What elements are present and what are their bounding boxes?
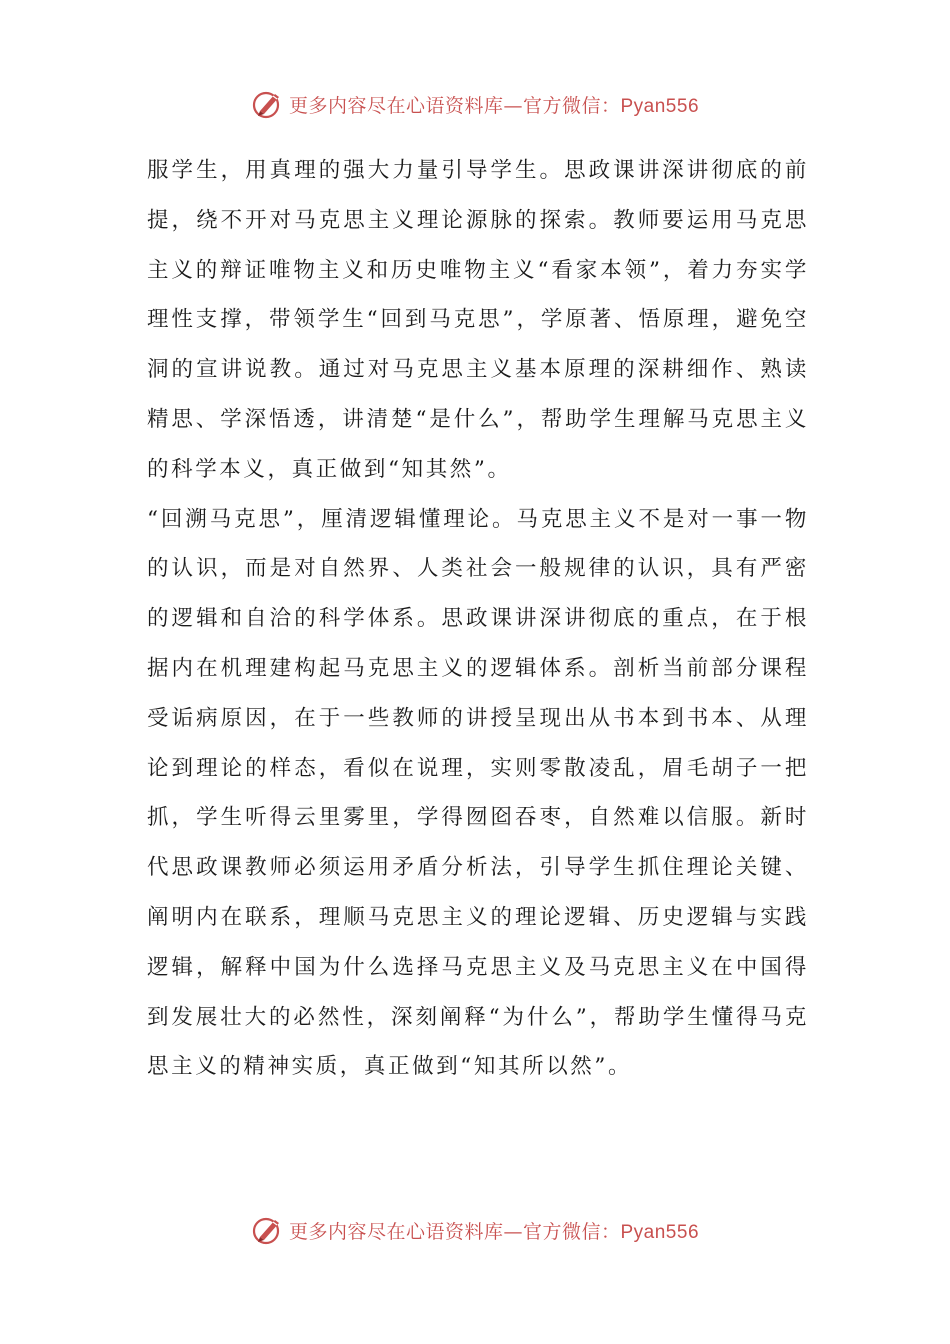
paragraph-2: “回溯马克思”，厘清逻辑懂理论。马克思主义不是对一事一物的认识，而是对自然界、人类社会一般规律的认识，具有严密的逻辑和自洽的科学体系。思政课讲深讲彻底的重点，在于根据内在机理建构起马克思主义的逻辑体系。剖析当前部分课程受诟病原因，在于一些教师的讲授呈现出从书本到书本、从理论到理论的样态，看似在说理，实则零散凌乱，眉毛胡子一把抓，学生听得云里雾里，学得囫囵吞枣，自然难以信服。新时代思政课教师必须运用矛盾分析法，引导学生抓住理论关键、阐明内在联系，理顺马克思主义的理论逻辑、历史逻辑与实践逻辑，解释中国为什么选择马克思主义及马克思主义在中国得到发展壮大的必然性，深刻阐释“为什么”，帮助学生懂得马克思主义的精神实质，真正做到“知其所以然”。 (147, 506, 809, 1080)
watermark-label: 更多内容尽在心语资料库—官方微信： (288, 1220, 621, 1243)
watermark-text (289, 1217, 699, 1244)
watermark-handle: Pyan556 (620, 1221, 700, 1243)
footer-watermark (0, 1210, 950, 1250)
watermark-label: 更多内容尽在心语资料库—官方微信： (288, 94, 621, 117)
watermark-handle: Pyan556 (620, 95, 700, 117)
header-watermark (0, 84, 950, 124)
document-body (147, 146, 809, 1092)
paragraph-1: 服学生，用真理的强大力量引导学生。思政课讲深讲彻底的前提，绕不开对马克思主义理论源脉的探索。教师要运用马克思主义的辩证唯物主义和历史唯物主义“看家本领”，着力夯实学理性支撑，带领学生“回到马克思”，学原著、悟原理，避免空洞的宣讲说教。通过对马克思主义基本原理的深耕细作、熟读精思、学深悟透，讲清楚“是什么”，帮助学生理解马克思主义的科学本义，真正做到“知其然”。 (147, 158, 809, 482)
watermark-text (289, 91, 699, 118)
pen-logo-icon (251, 1213, 285, 1247)
pen-logo-icon (251, 87, 285, 121)
